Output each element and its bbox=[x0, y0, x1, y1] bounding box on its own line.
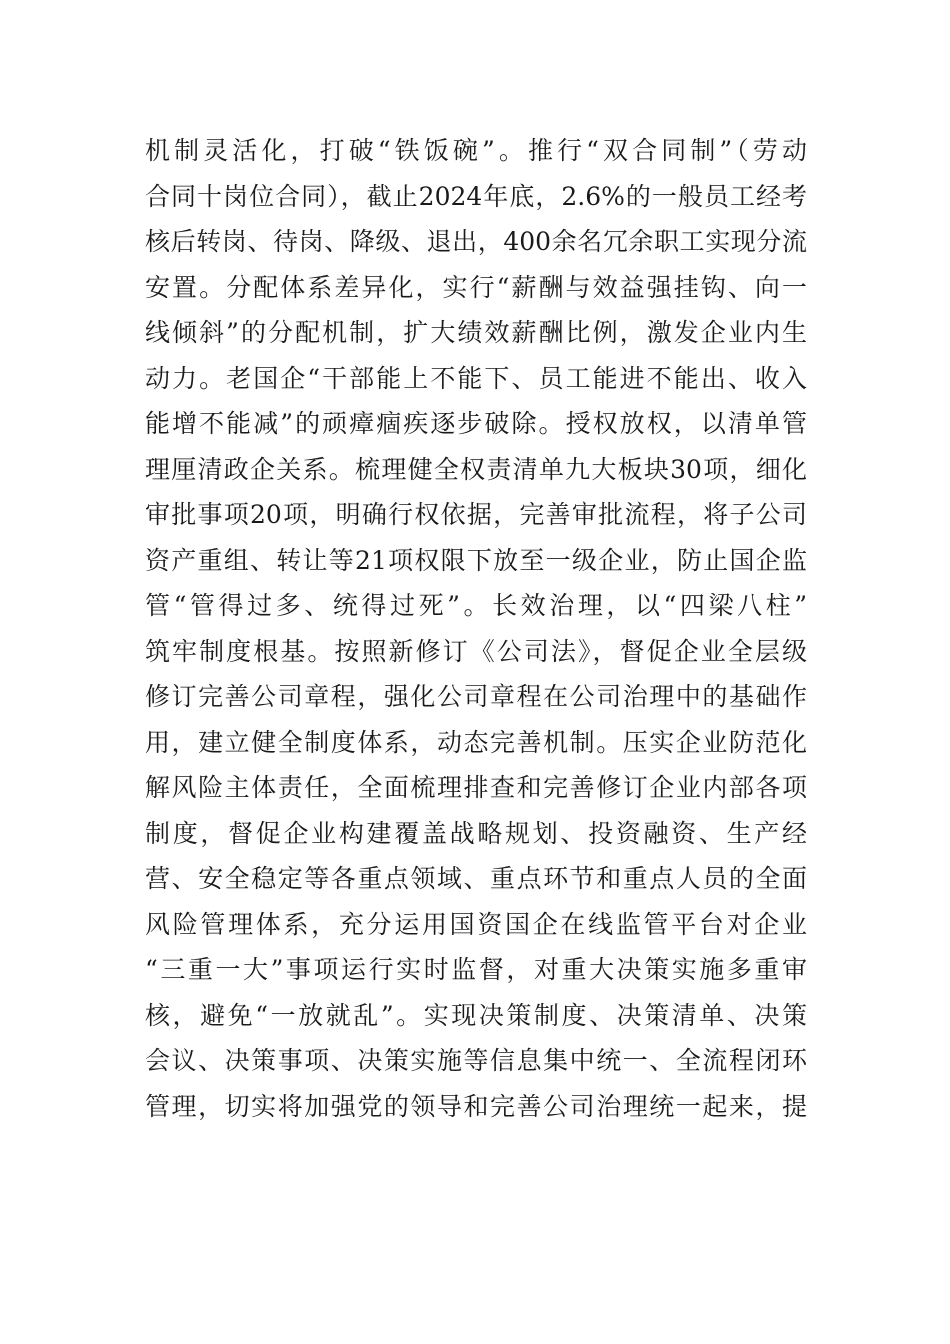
text-line: 资产重组、转让等21项权限下放至一级企业，防止国企监 bbox=[145, 545, 807, 575]
text-line: 能增不能减”的顽瘴痼疾逐步破除。授权放权，以清单管 bbox=[145, 409, 807, 438]
text-line: 营、安全稳定等各重点领域、重点环节和重点人员的全面 bbox=[145, 864, 807, 893]
text-line: 合同十岗位合同），截止2024年底，2.6%的一般员工经考 bbox=[145, 181, 807, 211]
text-line: 解风险主体责任，全面梳理排查和完善修订企业内部各项 bbox=[145, 773, 807, 802]
text-line: 筑牢制度根基。按照新修订《公司法》，督促企业全层级 bbox=[145, 636, 807, 666]
text-line: 审批事项20项，明确行权依据，完善审批流程，将子公司 bbox=[145, 500, 807, 529]
text-line: 管理，切实将加强党的领导和完善公司治理统一起来，提 bbox=[145, 1091, 807, 1121]
text-line: 风险管理体系，充分运用国资国企在线监管平台对企业 bbox=[145, 909, 807, 939]
text-line: 制度，督促企业构建覆盖战略规划、投资融资、生产经 bbox=[145, 818, 807, 848]
text-line: 理厘清政企关系。梳理健全权责清单九大板块30项，细化 bbox=[145, 454, 807, 484]
text-line: 核后转岗、待岗、降级、退出，400余名冗余职工实现分流 bbox=[145, 227, 807, 256]
text-line: 管“管得过多、统得过死”。长效治理，以“四梁八柱” bbox=[145, 591, 807, 620]
text-line: 修订完善公司章程，强化公司章程在公司治理中的基础作 bbox=[145, 682, 807, 711]
text-line: 核，避免“一放就乱”。实现决策制度、决策清单、决策 bbox=[145, 1000, 807, 1030]
text-line: “三重一大”事项运行实时监督，对重大决策实施多重审 bbox=[145, 955, 807, 984]
text-line: 用，建立健全制度体系，动态完善机制。压实企业防范化 bbox=[145, 727, 807, 757]
body-paragraph bbox=[145, 128, 807, 1129]
text-line: 机制灵活化，打破“铁饭碗”。推行“双合同制”（劳动 bbox=[145, 136, 807, 165]
text-line: 线倾斜”的分配机制，扩大绩效薪酬比例，激发企业内生 bbox=[145, 318, 807, 347]
text-line: 会议、决策事项、决策实施等信息集中统一、全流程闭环 bbox=[145, 1046, 807, 1075]
text-line: 安置。分配体系差异化，实行“薪酬与效益强挂钩、向一 bbox=[145, 272, 807, 302]
text-line: 动力。老国企“干部能上不能下、员工能进不能出、收入 bbox=[145, 363, 807, 393]
